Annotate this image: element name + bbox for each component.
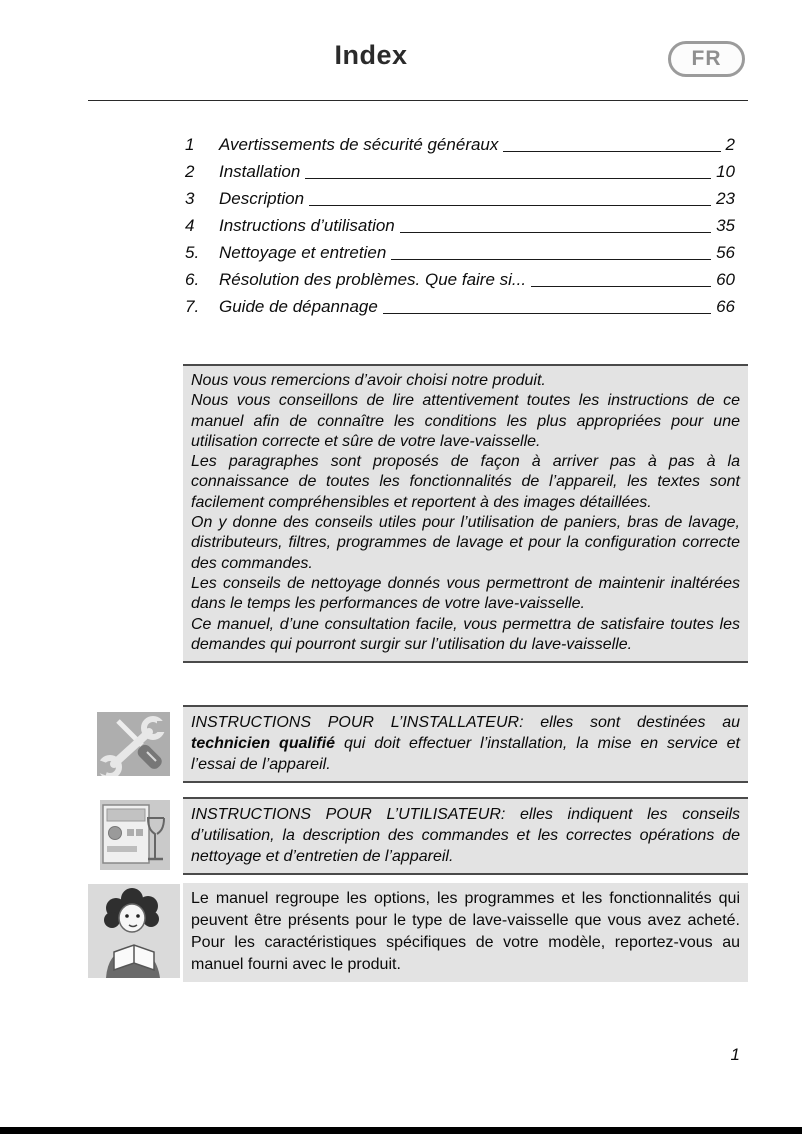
toc-page-number: 10 <box>716 162 735 181</box>
toc-row <box>185 290 735 317</box>
toc-label: Installation <box>219 162 301 181</box>
intro-paragraph: On y donne des conseils utiles pour l’utilisation de paniers, bras de lavage, distributeurs, filtres, programmes de lavage et pour la configuration correcte des commandes. <box>191 514 740 572</box>
header-divider <box>88 100 748 101</box>
toc-row <box>185 236 735 263</box>
language-badge-label: FR <box>691 47 722 70</box>
toc-row <box>185 128 735 155</box>
toc-page-number: 60 <box>716 270 735 289</box>
toc-leader-line <box>383 313 711 314</box>
installer-text-after: qui doit effectuer l’installation, la mise en service et l’essai de l’appareil. <box>191 735 741 773</box>
model-note-icon-cell <box>88 883 183 978</box>
toc-label: Avertissements de sécurité généraux <box>219 135 499 154</box>
toc-row <box>185 263 735 290</box>
installer-icon-cell <box>88 705 183 776</box>
toc-row <box>185 155 735 182</box>
toc-row <box>185 182 735 209</box>
model-note-box <box>183 883 748 982</box>
intro-paragraph: Ce manuel, d’une consultation facile, vous permettra de satisfaire toutes les demandes qui pourront surgir sur l’utilisation du lave-vaisselle. <box>191 615 740 653</box>
toc-number: 6. <box>185 270 200 289</box>
toc-number: 7. <box>185 297 200 316</box>
toc-leader-line <box>305 178 711 179</box>
footer-bar <box>0 1127 802 1134</box>
toc-number: 2 <box>185 162 195 181</box>
page-title: Index <box>334 40 408 70</box>
toc-label: Instructions d’utilisation <box>219 216 395 235</box>
toc-page-number: 66 <box>716 297 735 316</box>
toc-label: Description <box>219 189 305 208</box>
toc-row <box>185 209 735 236</box>
toc-page-number: 2 <box>725 135 735 154</box>
user-icon-cell <box>88 797 183 870</box>
person-reading-icon <box>88 884 180 978</box>
model-note-section <box>88 883 748 982</box>
intro-paragraph: Les conseils de nettoyage donnés vous permettront de maintenir inaltérées dans le temps les performances de votre lave-vaisselle. <box>191 574 740 613</box>
toc-leader-line <box>503 151 720 152</box>
toc-page-number: 35 <box>716 216 735 235</box>
toc-number: 1 <box>185 135 195 154</box>
intro-paragraph: Nous vous conseillons de lire attentivement toutes les instructions de ce manuel afin de connaître les conditions les plus appropriées pour une utilisation correcte et sûre de votre lave-vaisselle. <box>191 392 740 450</box>
toc-page-number: 23 <box>716 189 735 208</box>
toc-number: 3 <box>185 189 195 208</box>
installer-text-bold: technicien qualifié <box>191 735 336 752</box>
installer-section <box>88 705 748 783</box>
tools-icon <box>97 712 170 776</box>
toc-label: Résolution des problèmes. Que faire si... <box>219 270 527 289</box>
page-number: 1 <box>730 1045 740 1064</box>
user-instructions-box <box>183 797 748 875</box>
installer-instructions-box <box>183 705 748 783</box>
toc-label: Nettoyage et entretien <box>219 243 387 262</box>
model-note-text: Le manuel regroupe les options, les programmes et les fonctionnalités qui peuvent être présents pour le type de lave-vaisselle que vous avez acheté. Pour les caractéristiques spécifiques de votre modèle, reportez-vous au manuel fourni avec le produit. <box>191 890 740 973</box>
toc-number: 5. <box>185 243 200 262</box>
toc-page-number: 56 <box>716 243 735 262</box>
toc-label: Guide de dépannage <box>219 297 378 316</box>
toc-leader-line <box>391 259 711 260</box>
toc-number: 4 <box>185 216 195 235</box>
language-badge <box>668 41 745 77</box>
installer-text: INSTRUCTIONS POUR L’INSTALLATEUR: elles sont destinées au <box>191 714 740 731</box>
user-section <box>88 797 748 875</box>
intro-paragraph: Les paragraphes sont proposés de façon à arriver pas à pas à la connaissance de toutes les fonctionnalités de l’appareil, les textes sont facilement compréhensibles et reportent à des images détaillées. <box>191 453 740 511</box>
intro-paragraph: Nous vous remercions d’avoir choisi notre produit. <box>191 372 546 389</box>
control-panel-glass-icon <box>100 800 170 870</box>
intro-box <box>183 364 748 663</box>
toc-leader-line <box>400 232 711 233</box>
table-of-contents <box>185 128 735 317</box>
toc-leader-line <box>531 286 711 287</box>
user-text: INSTRUCTIONS POUR L’UTILISATEUR: elles indiquent les conseils d’utilisation, la description des commandes et les correctes opérations de nettoyage et d’entretien de l’appareil. <box>191 806 740 865</box>
toc-leader-line <box>309 205 711 206</box>
